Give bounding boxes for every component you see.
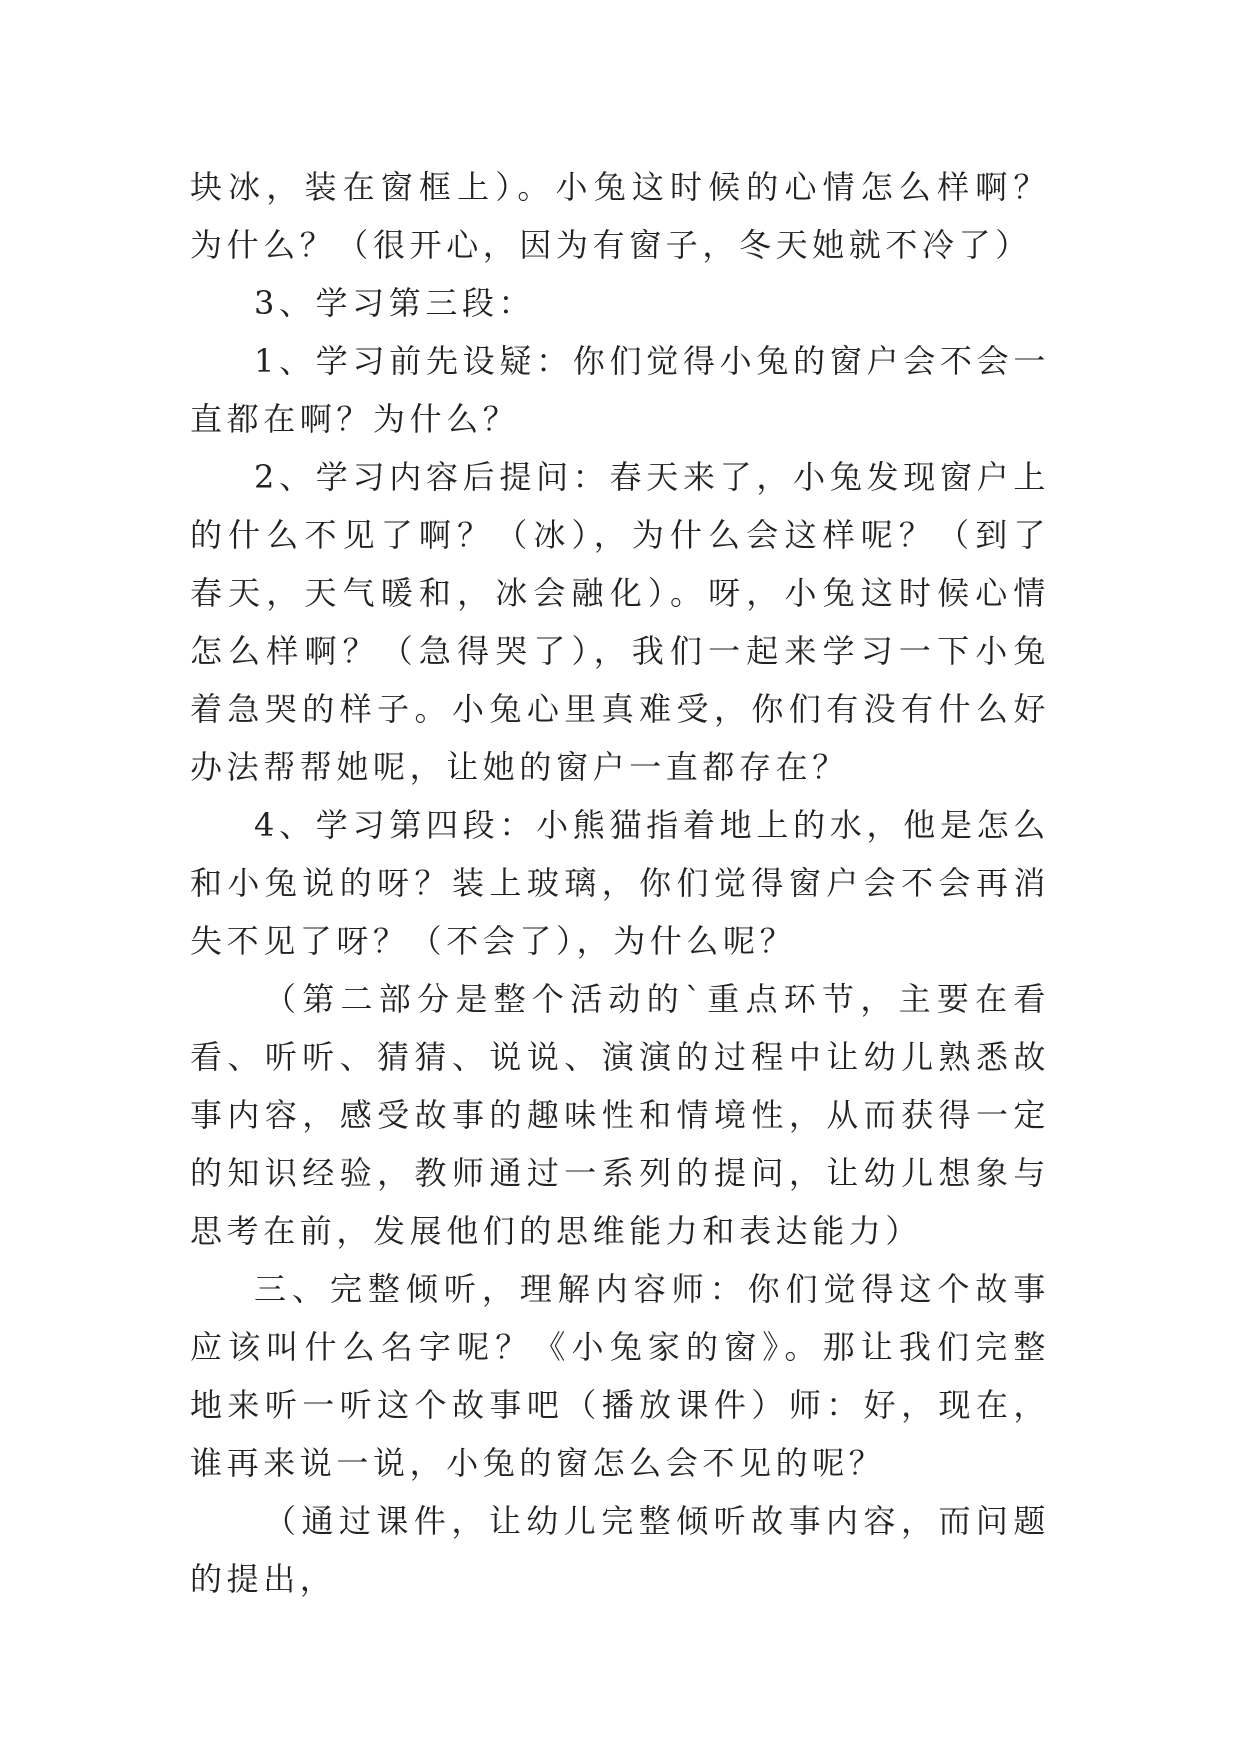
document-body [190, 158, 1050, 1608]
paragraph-8: （通过课件，让幼儿完整倾听故事内容，而问题的提出， [190, 1502, 1050, 1598]
paragraph-1: 块冰，装在窗框上）。小兔这时候的心情怎么样啊？为什么？（很开心，因为有窗子，冬天她就不冷了） [190, 168, 1050, 264]
paragraph-6: （第二部分是整个活动的`重点环节，主要在看看、听听、猜猜、说说、演演的过程中让幼儿熟悉故事内容，感受故事的趣味性和情境性，从而获得一定的知识经验，教师通过一系列的提问，让幼儿想象与思考在前，发展他们的思维能力和表达能力） [190, 980, 1050, 1250]
paragraph-4: 2、学习内容后提问：春天来了，小兔发现窗户上的什么不见了啊？（冰），为什么会这样呢？（到了春天，天气暖和，冰会融化）。呀，小兔这时候心情怎么样啊？（急得哭了），我们一起来学习一下小兔着急哭的样子。小兔心里真难受，你们有没有什么好办法帮帮她呢，让她的窗户一直都存在？ [190, 458, 1050, 786]
paragraph-2: 3、学习第三段： [254, 284, 536, 322]
paragraph-3: 1、学习前先设疑：你们觉得小兔的窗户会不会一直都在啊？为什么？ [190, 342, 1050, 438]
paragraph-5: 4、学习第四段：小熊猫指着地上的水，他是怎么和小兔说的呀？装上玻璃，你们觉得窗户会不会再消失不见了呀？（不会了），为什么呢？ [190, 806, 1050, 960]
paragraph-7: 三、完整倾听，理解内容师：你们觉得这个故事应该叫什么名字呢？《小兔家的窗》。那让我们完整地来听一听这个故事吧（播放课件）师：好，现在，谁再来说一说，小兔的窗怎么会不见的呢？ [190, 1270, 1050, 1482]
